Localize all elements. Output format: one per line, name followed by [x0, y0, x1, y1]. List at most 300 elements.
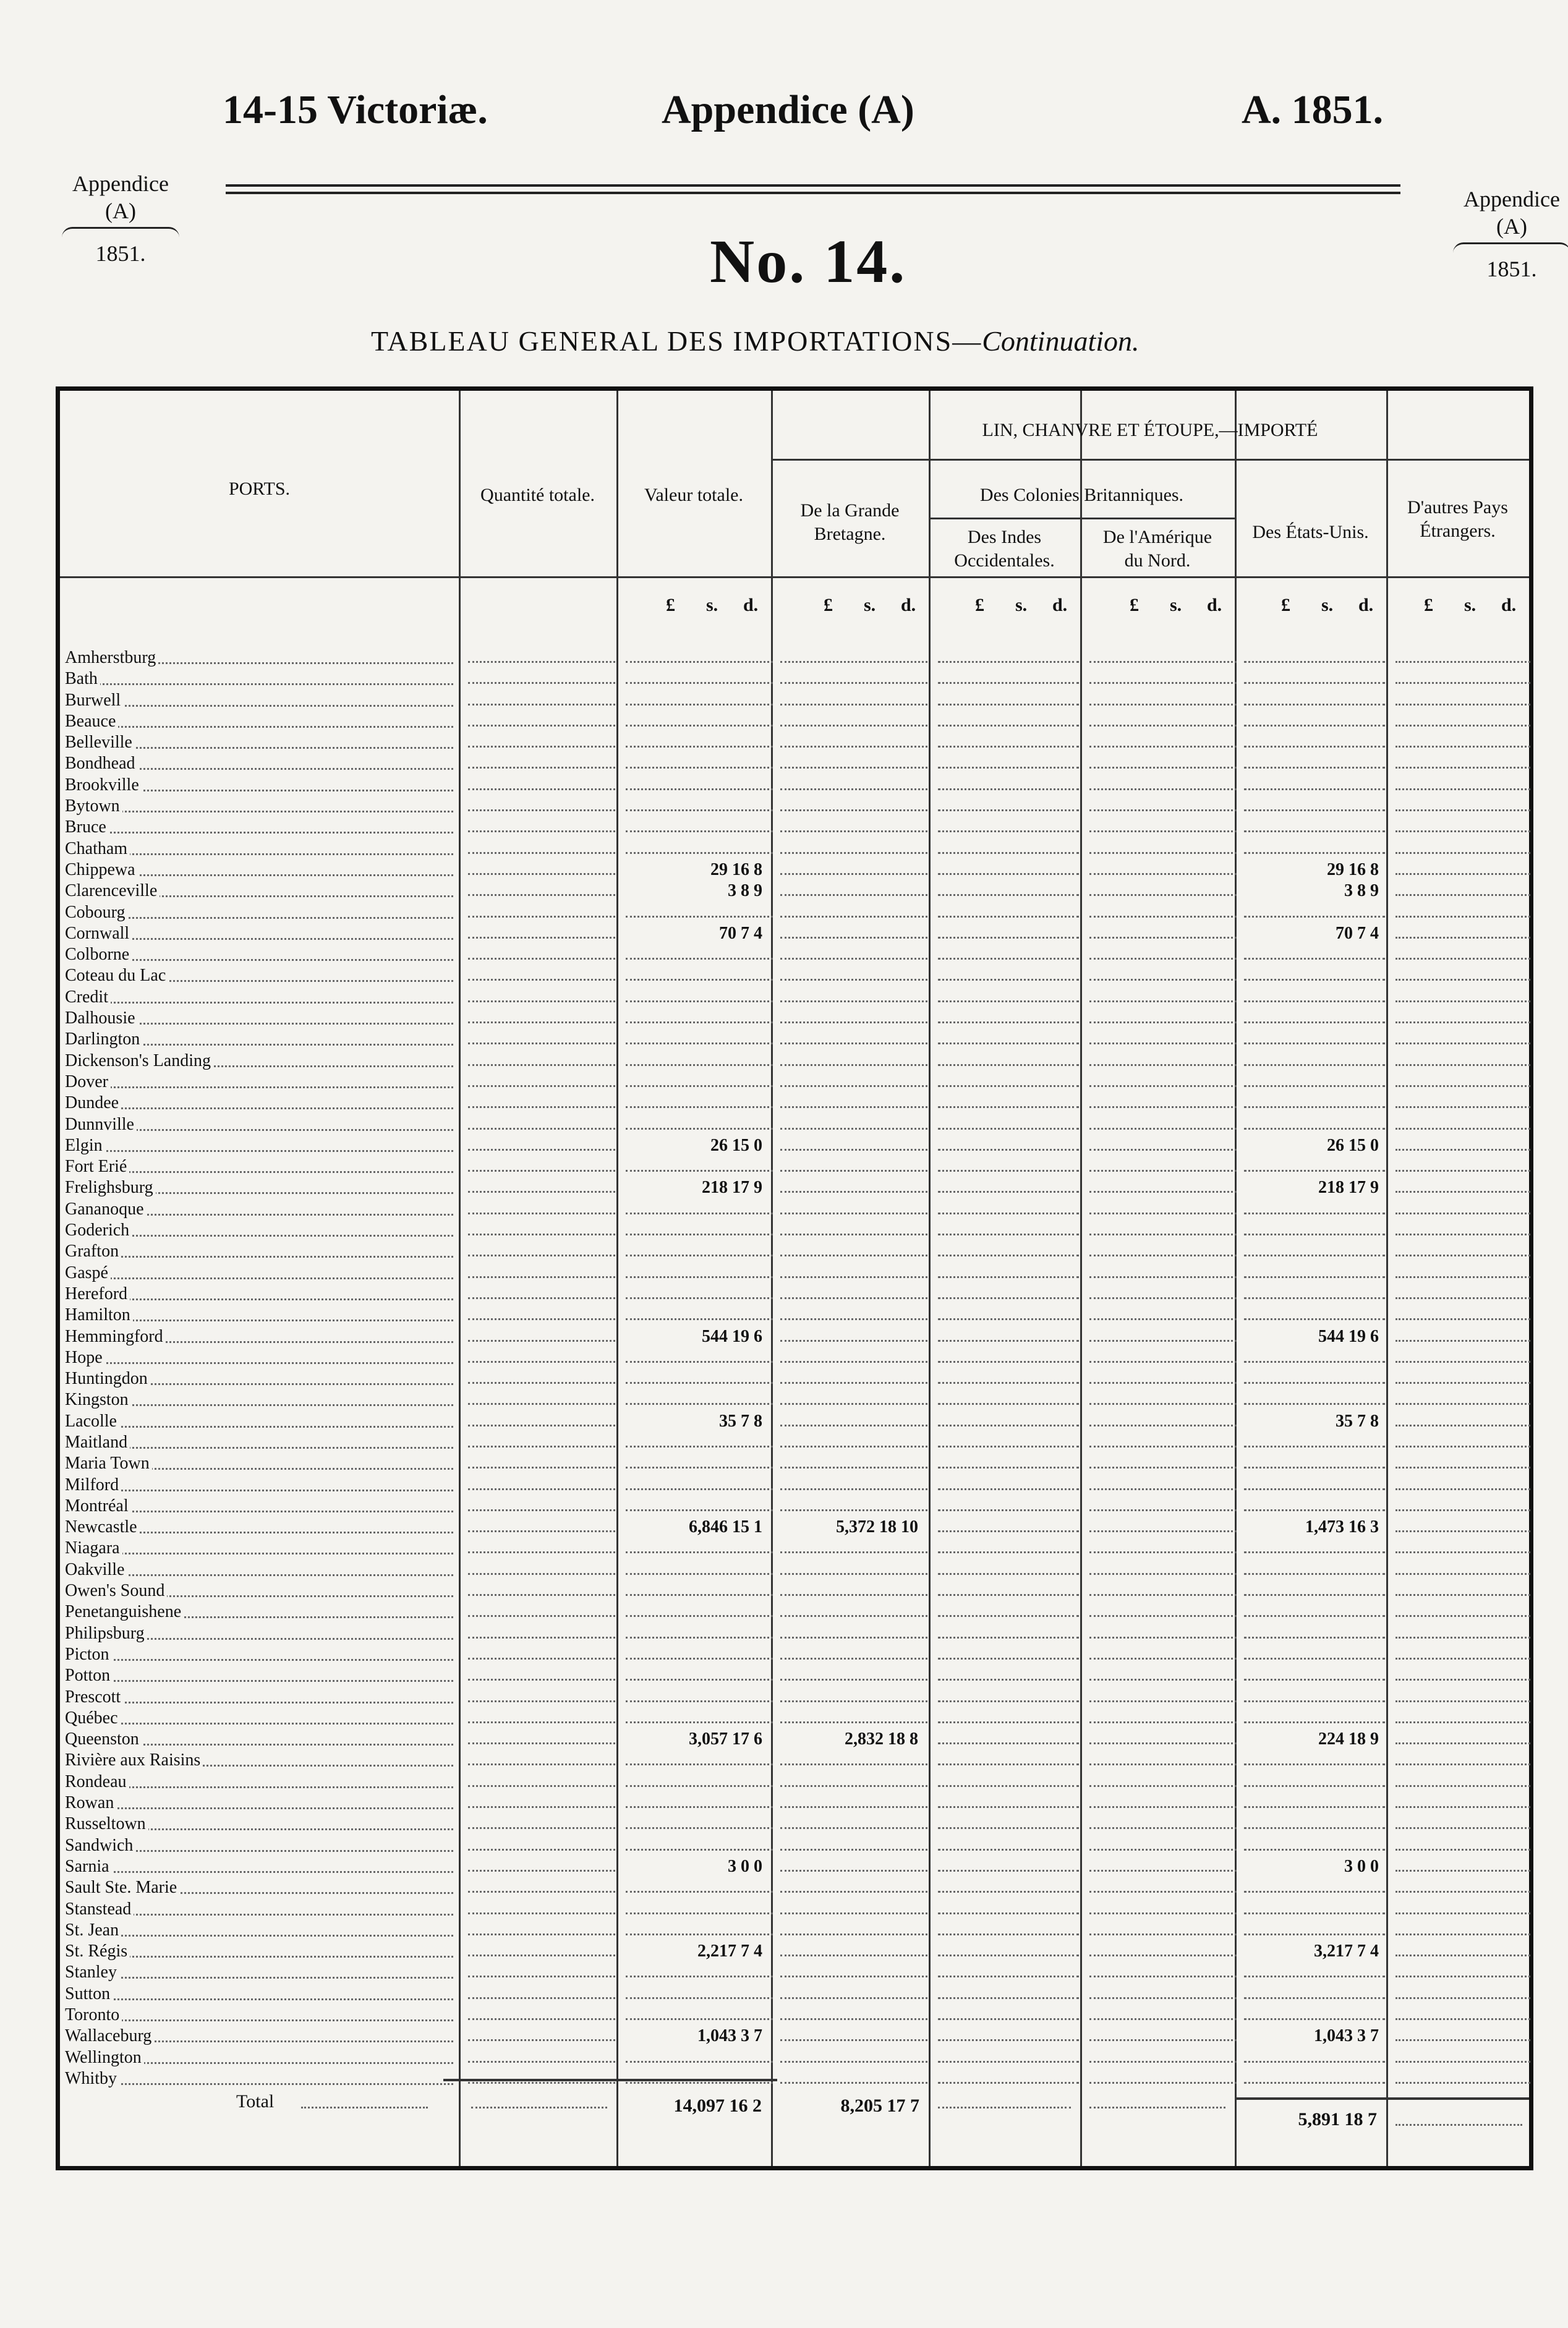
port-name [65, 880, 454, 902]
leader-dots [1089, 1318, 1237, 1320]
unit-pound: £ [1281, 595, 1290, 615]
leader-dots [780, 1827, 927, 1829]
leader-dots [468, 1000, 615, 1002]
header-indes-line2: Occidentales. [954, 550, 1055, 571]
leader-dots [780, 725, 927, 727]
leader-dots [626, 1679, 773, 1681]
port-label: Bruce [65, 817, 109, 837]
table-row [65, 902, 1530, 923]
leader-dots [1244, 1806, 1385, 1808]
leader-dots [780, 1594, 927, 1596]
leader-dots [65, 1426, 453, 1428]
leader-dots [1089, 2039, 1237, 2041]
leader-dots [468, 1721, 615, 1723]
leader-dots [626, 746, 773, 748]
leader-dots [1395, 1594, 1530, 1596]
unit-pence: d. [1052, 595, 1068, 615]
leader-dots [780, 894, 927, 896]
table-row [65, 2047, 1530, 2068]
leader-dots [938, 2039, 1079, 2041]
leader-dots [938, 852, 1079, 854]
table-row [65, 2068, 1530, 2089]
value-etats: 3 8 9 [1344, 881, 1379, 901]
port-name [65, 1538, 454, 1559]
leader-dots [1395, 1106, 1530, 1108]
leader-dots [626, 1297, 773, 1299]
leader-dots [65, 1002, 453, 1004]
port-name [65, 2005, 454, 2026]
leader-dots [65, 683, 453, 685]
leader-dots [626, 852, 773, 854]
value-valeur: 6,846 15 1 [689, 1517, 762, 1537]
leader-dots [780, 1806, 927, 1808]
port-name [65, 1368, 454, 1389]
leader-dots [938, 1106, 1079, 1108]
value-etats: 224 18 9 [1318, 1729, 1379, 1749]
table-row [65, 923, 1530, 944]
leader-dots [468, 1637, 615, 1639]
total-grande-bretagne: 8,205 17 7 [840, 2096, 919, 2116]
leader-dots [468, 1106, 615, 1108]
table-row [65, 1835, 1530, 1856]
leader-dots [780, 1763, 927, 1765]
table-row [65, 753, 1530, 774]
leader-dots [1244, 958, 1385, 960]
table-row [65, 1114, 1530, 1135]
port-label: Dover [65, 1072, 111, 1091]
leader-dots [1395, 1467, 1530, 1469]
leader-dots [1089, 1870, 1237, 1872]
leader-dots [1244, 1721, 1385, 1723]
leader-dots [938, 1763, 1079, 1765]
port-name [65, 1517, 454, 1538]
port-name [65, 965, 454, 986]
leader-dots [1244, 1594, 1385, 1596]
leader-dots [1395, 1425, 1530, 1426]
port-label: Maria Town [65, 1454, 152, 1473]
port-name [65, 1729, 454, 1750]
leader-dots [938, 1021, 1079, 1023]
leader-dots [626, 1594, 773, 1596]
leader-dots [938, 809, 1079, 811]
port-label: Prescott [65, 1687, 123, 1707]
leader-dots [468, 1340, 615, 1342]
leader-dots [938, 2018, 1079, 2020]
leader-dots [1395, 661, 1530, 663]
leader-dots [1244, 682, 1385, 684]
leader-dots [468, 1191, 615, 1193]
leader-dots [1244, 1255, 1385, 1256]
leader-dots [1395, 979, 1530, 981]
leader-dots [1244, 830, 1385, 832]
leader-dots [65, 2019, 453, 2021]
table-row [65, 711, 1530, 732]
port-name [65, 987, 454, 1008]
leader-dots [938, 1530, 1079, 1532]
table-row [65, 1305, 1530, 1326]
table-row [65, 1135, 1530, 1156]
port-label: Fort Erié [65, 1157, 129, 1176]
leader-dots [938, 1891, 1079, 1893]
leader-dots [938, 767, 1079, 769]
leader-dots [1244, 1234, 1385, 1235]
leader-dots [626, 1170, 773, 1172]
leader-dots [938, 1976, 1079, 1977]
leader-dots [1395, 809, 1530, 811]
leader-dots [471, 2107, 607, 2108]
leader-dots [1089, 1149, 1237, 1151]
port-name [65, 1177, 454, 1198]
leader-dots [938, 1509, 1079, 1511]
side-note-right [1441, 185, 1568, 283]
leader-dots [626, 682, 773, 684]
port-label: Queenston [65, 1729, 142, 1749]
table-row [65, 965, 1530, 986]
leader-dots [938, 1742, 1079, 1744]
port-label: Newcastle [65, 1517, 140, 1537]
leader-dots [780, 1213, 927, 1214]
port-name [65, 796, 454, 817]
leader-dots [1089, 1446, 1237, 1448]
leader-dots [626, 1806, 773, 1808]
leader-dots [468, 1934, 615, 1935]
value-valeur: 29 16 8 [710, 859, 762, 879]
brace-icon [1453, 242, 1568, 253]
port-name [65, 2068, 454, 2089]
port-label: Picton [65, 1645, 112, 1664]
leader-dots [780, 1191, 927, 1193]
leader-dots [938, 916, 1079, 918]
leader-dots [938, 1276, 1079, 1278]
value-valeur: 1,043 3 7 [697, 2026, 762, 2046]
leader-dots [1395, 1870, 1530, 1872]
table-row [65, 817, 1530, 838]
leader-dots [1089, 2082, 1237, 2084]
header-autres [1386, 496, 1529, 543]
leader-dots [1089, 725, 1237, 727]
leader-dots [1395, 1679, 1530, 1681]
leader-dots [468, 916, 615, 918]
leader-dots [780, 2018, 927, 2020]
table-row [65, 1665, 1530, 1686]
port-label: Maitland [65, 1433, 130, 1452]
table-row [65, 1644, 1530, 1665]
value-valeur: 2,217 7 4 [697, 1942, 762, 1961]
leader-dots [1244, 1403, 1385, 1405]
leader-dots [1089, 809, 1237, 811]
leader-dots [1244, 661, 1385, 663]
leader-dots [938, 1637, 1079, 1639]
port-name [65, 944, 454, 965]
leader-dots [1089, 767, 1237, 769]
value-etats: 3,217 7 4 [1314, 1942, 1379, 1961]
unit-pence: d. [901, 595, 916, 615]
leader-dots [468, 1255, 615, 1256]
leader-dots [1244, 725, 1385, 727]
leader-dots [468, 682, 615, 684]
leader-dots [65, 726, 453, 728]
leader-dots [938, 2107, 1071, 2108]
leader-dots [780, 661, 927, 663]
table-row [65, 1093, 1530, 1114]
leader-dots [938, 1234, 1079, 1235]
leader-dots [468, 2061, 615, 2063]
port-label: Sandwich [65, 1836, 135, 1855]
leader-dots [938, 1064, 1079, 1066]
leader-dots [780, 1106, 927, 1108]
leader-dots [1089, 1361, 1237, 1363]
table-row [65, 1559, 1530, 1580]
leader-dots [65, 1086, 453, 1088]
port-name [65, 1432, 454, 1453]
leader-dots [468, 1849, 615, 1851]
leader-dots [938, 1827, 1079, 1829]
leader-dots [1089, 1594, 1237, 1596]
leader-dots [1244, 1021, 1385, 1023]
leader-dots [1395, 1700, 1530, 1702]
leader-dots [938, 1551, 1079, 1553]
port-label: Niagara [65, 1538, 122, 1558]
leader-dots [1244, 767, 1385, 769]
leader-dots [626, 1382, 773, 1384]
port-label: Whitby [65, 2069, 119, 2088]
leader-dots [1089, 1382, 1237, 1384]
leader-dots [1089, 1467, 1237, 1469]
leader-dots [938, 1191, 1079, 1193]
leader-dots [1089, 661, 1237, 663]
leader-dots [780, 1467, 927, 1469]
leader-dots [468, 809, 615, 811]
leader-dots [65, 1277, 453, 1279]
leader-dots [938, 979, 1079, 981]
leader-dots [1395, 1658, 1530, 1660]
leader-dots [1395, 1551, 1530, 1553]
leader-dots [780, 767, 927, 769]
leader-dots [1089, 1934, 1237, 1935]
leader-dots [780, 1340, 927, 1342]
header-group-title: LIN, CHANVRE ET ÉTOUPE,—IMPORTÉ [982, 420, 1318, 440]
leader-dots [938, 830, 1079, 832]
leader-dots [65, 1702, 453, 1703]
leader-dots [626, 1891, 773, 1893]
port-name [65, 1962, 454, 1983]
leader-dots [1395, 1637, 1530, 1639]
leader-dots [780, 1318, 927, 1320]
unit-pence: d. [1501, 595, 1517, 615]
table-row [65, 1008, 1530, 1029]
port-label: Québec [65, 1708, 121, 1728]
leader-dots [1395, 873, 1530, 875]
leader-dots [1089, 1827, 1237, 1829]
leader-dots [938, 1255, 1079, 1256]
leader-dots [626, 1509, 773, 1511]
table-row [65, 1772, 1530, 1793]
header-quantite: Quantité totale. [480, 485, 595, 505]
table-row [65, 1453, 1530, 1474]
leader-dots [780, 2039, 927, 2041]
value-valeur: 544 19 6 [702, 1326, 762, 1346]
leader-dots [1395, 1891, 1530, 1893]
leader-dots [1244, 1318, 1385, 1320]
leader-dots [1089, 1000, 1237, 1002]
leader-dots [780, 1637, 927, 1639]
unit-pound: £ [1424, 595, 1433, 615]
leader-dots [1244, 1763, 1385, 1765]
table-row [65, 1284, 1530, 1305]
leader-dots [1244, 788, 1385, 790]
leader-dots [1395, 1615, 1530, 1617]
leader-dots [468, 1425, 615, 1426]
table-row [65, 1920, 1530, 1941]
leader-dots [1244, 1382, 1385, 1384]
value-etats: 35 7 8 [1336, 1411, 1379, 1431]
leader-dots [626, 1637, 773, 1639]
leader-dots [1089, 894, 1237, 896]
leader-dots [468, 1827, 615, 1829]
leader-dots [1244, 1912, 1385, 1914]
leader-dots [468, 1403, 615, 1405]
port-label: Montréal [65, 1496, 131, 1516]
leader-dots [1395, 916, 1530, 918]
table-row [65, 1687, 1530, 1708]
leader-dots [938, 1573, 1079, 1575]
group-rule [771, 459, 1529, 461]
leader-dots [468, 2018, 615, 2020]
leader-dots [468, 1042, 615, 1044]
leader-dots [1395, 1382, 1530, 1384]
header-ports: PORTS. [228, 479, 291, 499]
leader-dots [780, 1849, 927, 1851]
leader-dots [65, 1807, 453, 1809]
header-gb-line2: Bretagne. [814, 524, 886, 544]
header-autres-line1: D'autres Pays [1407, 497, 1508, 518]
leader-dots [938, 1149, 1079, 1151]
leader-dots [1244, 1615, 1385, 1617]
leader-dots [938, 1128, 1079, 1130]
leader-dots [1395, 1064, 1530, 1066]
port-name [65, 1072, 454, 1093]
port-label: Sault Ste. Marie [65, 1878, 179, 1897]
leader-dots [938, 894, 1079, 896]
leader-dots [1244, 1679, 1385, 1681]
leader-dots [65, 1935, 453, 1937]
leader-dots [1089, 1891, 1237, 1893]
port-name [65, 1347, 454, 1368]
total-row [60, 2088, 1529, 2138]
leader-dots [468, 1997, 615, 1999]
table-row [65, 647, 1530, 668]
leader-dots [626, 1255, 773, 1256]
header-amerique-line2: du Nord. [1124, 550, 1191, 571]
table-row [65, 1072, 1530, 1093]
leader-dots [780, 1000, 927, 1002]
header-rule-bottom [226, 192, 1400, 194]
leader-dots [780, 873, 927, 875]
leader-dots [1089, 2107, 1225, 2108]
leader-dots [468, 704, 615, 706]
leader-dots [1089, 979, 1237, 981]
leader-dots [780, 1064, 927, 1066]
port-label: Dunnville [65, 1115, 137, 1134]
value-valeur: 3 0 0 [728, 1856, 762, 1876]
port-label: St. Jean [65, 1921, 121, 1940]
leader-dots [1244, 1700, 1385, 1702]
leader-dots [626, 1721, 773, 1723]
unit-pound: £ [824, 595, 833, 615]
leader-dots [626, 725, 773, 727]
table-row [65, 1432, 1530, 1453]
leader-dots [1395, 1742, 1530, 1744]
port-name [65, 1644, 454, 1665]
leader-dots [626, 1912, 773, 1914]
leader-dots [938, 1594, 1079, 1596]
leader-dots [780, 979, 927, 981]
leader-dots [1089, 1106, 1237, 1108]
leader-dots [780, 682, 927, 684]
leader-dots [780, 1149, 927, 1151]
leader-dots [626, 1849, 773, 1851]
port-name [65, 1220, 454, 1241]
leader-dots [626, 1997, 773, 1999]
leader-dots [1089, 1615, 1237, 1617]
port-label: Bath [65, 669, 100, 688]
document-title-main: TABLEAU GENERAL DES IMPORTATIONS— [371, 325, 982, 357]
port-label: Wellington [65, 2048, 144, 2067]
leader-dots [1395, 1849, 1530, 1851]
leader-dots [468, 1509, 615, 1511]
port-label: Stanley [65, 1963, 119, 1982]
header-valeur: Valeur totale. [644, 485, 743, 505]
leader-dots [468, 873, 615, 875]
leader-dots [1244, 809, 1385, 811]
port-label: Darlington [65, 1030, 142, 1049]
leader-dots [626, 1573, 773, 1575]
unit-pound: £ [666, 595, 675, 615]
leader-dots [1395, 1509, 1530, 1511]
leader-dots [1089, 1488, 1237, 1490]
leader-dots [1244, 1446, 1385, 1448]
leader-dots [468, 1085, 615, 1087]
table-row [65, 1326, 1530, 1347]
leader-dots [938, 1721, 1079, 1723]
port-name [65, 1665, 454, 1686]
table-row [65, 2005, 1530, 2026]
port-name [65, 1284, 454, 1305]
leader-dots [780, 1425, 927, 1426]
leader-dots [780, 1276, 927, 1278]
leader-dots [468, 1891, 615, 1893]
leader-dots [301, 2107, 428, 2108]
leader-dots [1395, 1763, 1530, 1765]
document-title [371, 325, 1140, 357]
leader-dots [626, 1976, 773, 1977]
port-name [65, 1051, 454, 1072]
leader-dots [780, 1997, 927, 1999]
leader-dots [468, 1149, 615, 1151]
leader-dots [1395, 1170, 1530, 1172]
leader-dots [626, 1446, 773, 1448]
leader-dots [1244, 1997, 1385, 1999]
leader-dots [780, 1976, 927, 1977]
port-name [65, 1687, 454, 1708]
leader-dots [1089, 1997, 1237, 1999]
leader-dots [938, 1658, 1079, 1660]
leader-dots [1395, 830, 1530, 832]
leader-dots [1244, 2082, 1385, 2084]
leader-dots [626, 1361, 773, 1363]
leader-dots [626, 767, 773, 769]
leader-dots [626, 2018, 773, 2020]
